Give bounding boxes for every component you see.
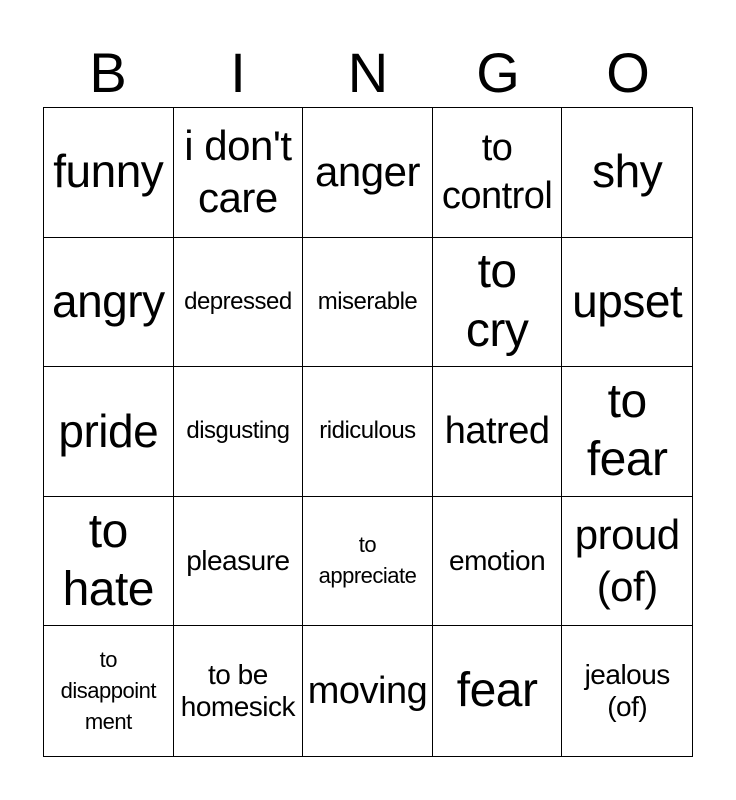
bingo-cell[interactable]	[44, 626, 174, 756]
bingo-cell[interactable]	[433, 497, 563, 627]
bingo-cell[interactable]	[433, 626, 563, 756]
cell-text: anger	[315, 148, 420, 196]
header-letter-b: B	[89, 41, 127, 104]
cell-text: ridiculous	[319, 417, 416, 445]
cell-text: miserable	[317, 287, 418, 315]
bingo-cell[interactable]	[562, 626, 692, 756]
cell-text: hatred	[444, 410, 550, 453]
header-letter-o: O	[606, 41, 650, 104]
cell-text: shy	[592, 145, 663, 198]
cell-text: pleasure	[186, 545, 290, 576]
bingo-cell[interactable]	[303, 367, 433, 497]
cell-text: to fear	[586, 374, 668, 487]
bingo-cell[interactable]	[303, 626, 433, 756]
cell-text: to hate	[62, 504, 154, 617]
cell-text: jealous (of)	[584, 659, 670, 723]
bingo-cell[interactable]	[174, 108, 304, 238]
cell-text: moving	[307, 669, 428, 712]
bingo-cell[interactable]	[44, 367, 174, 497]
bingo-cell[interactable]	[44, 108, 174, 238]
header-letter-n: N	[347, 41, 389, 104]
cell-text: proud (of)	[574, 510, 680, 611]
cell-text: depressed	[184, 287, 292, 315]
cell-text: i don't care	[184, 121, 292, 222]
cell-text: emotion	[449, 545, 546, 576]
cell-text: fear	[456, 663, 538, 717]
bingo-board	[43, 107, 693, 757]
bingo-cell[interactable]	[433, 238, 563, 368]
bingo-cell[interactable]	[303, 108, 433, 238]
header-letter-g: G	[476, 41, 520, 104]
bingo-cell[interactable]	[174, 367, 304, 497]
bingo-cell[interactable]	[562, 238, 692, 368]
bingo-cell[interactable]	[44, 497, 174, 627]
bingo-cell[interactable]	[303, 497, 433, 627]
cell-text: to appreciate	[318, 532, 417, 589]
cell-text: funny	[53, 145, 164, 198]
bingo-cell[interactable]	[174, 238, 304, 368]
bingo-cell[interactable]	[562, 497, 692, 627]
bingo-cell[interactable]	[174, 497, 304, 627]
bingo-header	[43, 40, 693, 106]
cell-text: angry	[52, 274, 165, 327]
cell-text: to be homesick	[180, 659, 296, 723]
cell-text: to control	[441, 126, 553, 218]
bingo-cell[interactable]	[44, 238, 174, 368]
bingo-cell[interactable]	[562, 108, 692, 238]
cell-text: upset	[572, 274, 683, 327]
cell-text: pride	[58, 404, 159, 457]
bingo-cell[interactable]	[174, 626, 304, 756]
cell-text: to disappoint ment	[60, 647, 156, 734]
header-letter-i: I	[230, 41, 246, 104]
bingo-cell[interactable]	[433, 108, 563, 238]
bingo-cell[interactable]	[303, 238, 433, 368]
cell-text: to cry	[465, 245, 529, 357]
cell-text: disgusting	[186, 417, 290, 445]
bingo-cell[interactable]	[433, 367, 563, 497]
bingo-cell[interactable]	[562, 367, 692, 497]
